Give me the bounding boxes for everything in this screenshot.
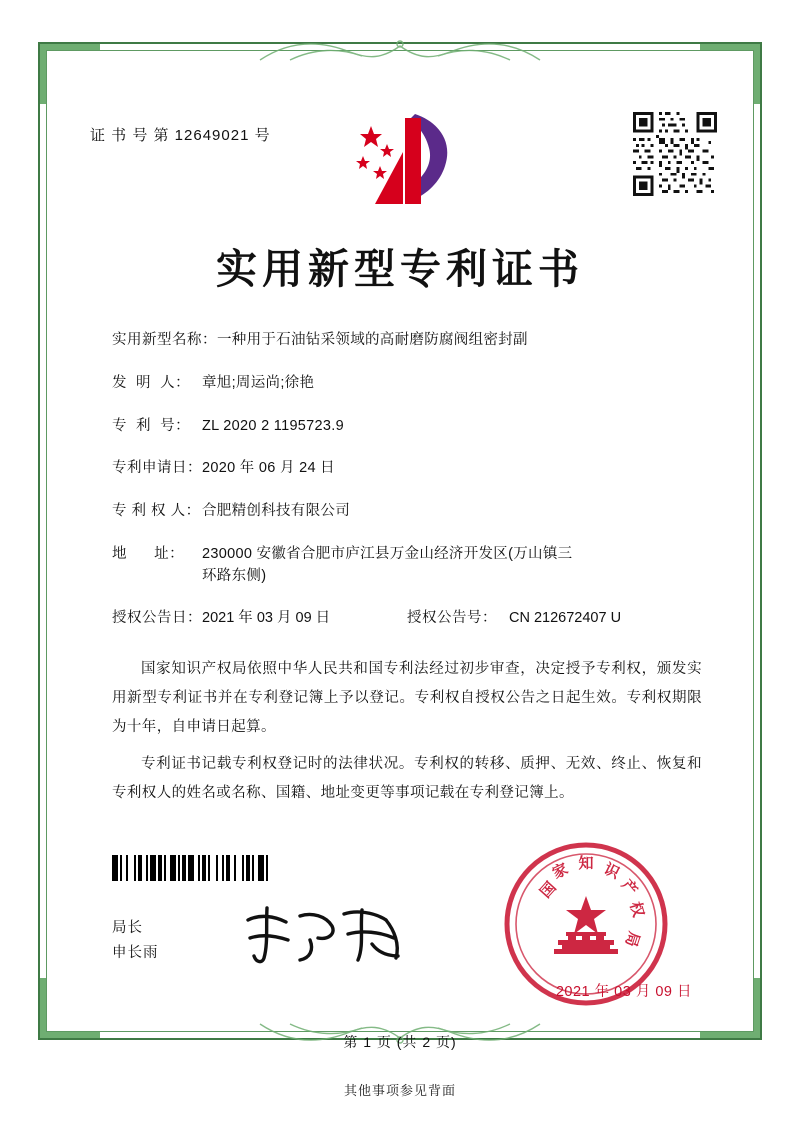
field-label: 专 利 权 人：: [112, 503, 201, 519]
svg-text:知: 知: [578, 854, 594, 872]
certificate-number: 证 书 号 第 12649021 号: [90, 127, 271, 144]
svg-text:识: 识: [601, 859, 623, 883]
field-value: 章旭;周运尚;徐艳: [202, 374, 315, 391]
signature-name: 申长雨: [112, 944, 159, 961]
announcement-number-label: 授权公告号：: [407, 610, 497, 627]
corner-ornament-bottom-right: [700, 978, 760, 1038]
announcement-date-label: 授权公告日：: [112, 610, 202, 627]
field-row-address: [112, 544, 712, 588]
svg-text:国: 国: [536, 878, 560, 902]
field-row-inventors: [112, 373, 712, 395]
field-label: 专利申请日：: [112, 460, 202, 477]
paragraph-legal-2: 专利证书记载专利权登记时的法律状况。专利权的转移、质押、无效、终止、恢复和专利权人的姓名或名称、国籍、地址变更等事项记载在专利登记簿上。: [112, 756, 702, 801]
field-value: 合肥精创科技有限公司: [202, 503, 350, 519]
barcode: [112, 855, 292, 881]
field-row-announcement: [112, 608, 712, 630]
flourish-ornament-icon: [250, 38, 550, 64]
svg-text:局: 局: [621, 929, 644, 950]
svg-text:家: 家: [549, 859, 571, 883]
seal-date: 2021 年 03 月 09 日: [555, 984, 692, 1000]
field-value: 2020 年 06 月 24 日: [202, 460, 335, 477]
corner-ornament-bottom-left: [40, 978, 100, 1038]
body-paragraphs: [112, 655, 702, 816]
handwritten-signature-icon: [240, 900, 420, 970]
fields-list: [112, 330, 712, 648]
field-row-application-date: [112, 458, 712, 480]
field-value-address: [202, 544, 712, 588]
qr-code-icon: [633, 112, 717, 196]
corner-ornament-top-right: [700, 44, 760, 104]
field-value: ZL 2020 2 1195723.9: [202, 417, 344, 434]
field-label: 实用新型名称：: [112, 332, 217, 348]
field-row-patentee: [112, 501, 712, 523]
field-row-invention-name: [112, 330, 712, 352]
field-label: 专 利 号：: [112, 417, 191, 434]
announcement-number-value: CN 212672407 U: [509, 610, 622, 627]
field-value: 一种用于石油钻采领域的高耐磨防腐阀组密封副: [217, 332, 528, 348]
field-row-patent-number: [112, 416, 712, 438]
address-line-1: 230000 安徽省合肥市庐江县万金山经济开发区(万山镇三: [202, 545, 573, 562]
footnote: 其他事项参见背面: [343, 1083, 456, 1098]
address-line-2: 环路东侧): [202, 567, 267, 584]
patent-office-logo-icon: [335, 108, 465, 216]
page-number: 第 1 页 (共 2 页): [343, 1034, 457, 1050]
signature-block: [112, 916, 159, 965]
signature-role: 局长: [112, 920, 143, 936]
corner-ornament-top-left: [40, 44, 100, 104]
announcement-date-value: 2021 年 03 月 09 日: [202, 610, 331, 627]
page-title: 实用新型专利证书: [216, 245, 584, 293]
field-label: 地 址：: [112, 545, 185, 562]
svg-text:产: 产: [617, 875, 642, 899]
svg-text:权: 权: [626, 899, 648, 920]
paragraph-legal-1: 国家知识产权局依照中华人民共和国专利法经过初步审查，决定授予专利权，颁发实用新型专利证书并在专利登记簿上予以登记。专利权自授权公告之日起生效。专利权期限为十年，自申请日起算。: [112, 661, 702, 735]
field-label: 发 明 人：: [112, 374, 191, 391]
